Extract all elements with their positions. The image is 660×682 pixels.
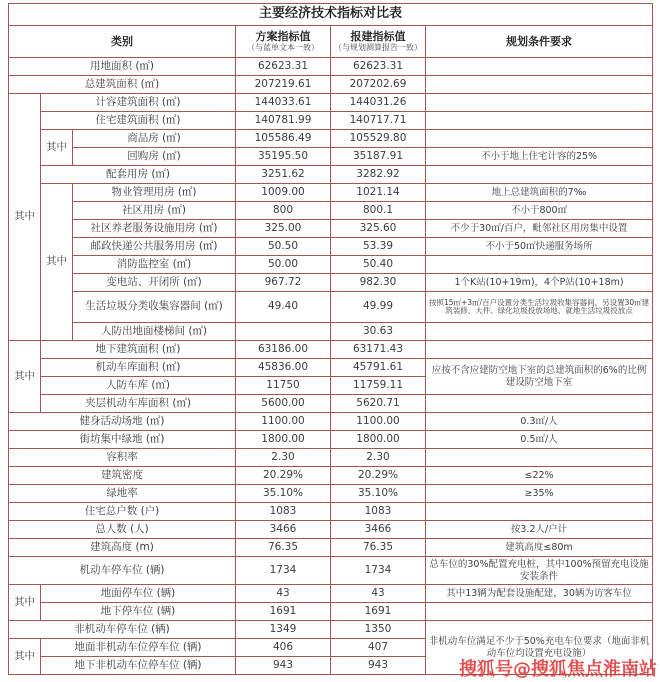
table-row (9, 341, 653, 359)
requirement-value (426, 58, 653, 76)
row-label: 生活垃圾分类收集容器间 (㎡) (73, 292, 236, 323)
scheme-value: 105586.49 (236, 130, 331, 148)
scheme-value: 45836.00 (236, 359, 331, 377)
requirement-value: 1个K站(10+19m)，4个P站(10+18m) (426, 274, 653, 292)
requirement-value: 其中13辆为配套设施配建，30辆为访客车位 (426, 585, 653, 603)
requirement-value (426, 341, 653, 359)
scheme-value: 20.29% (236, 467, 331, 485)
table-row (9, 274, 653, 292)
submitted-value: 1800.00 (331, 431, 426, 449)
submitted-value: 140717.71 (331, 112, 426, 130)
scheme-value: 3251.62 (236, 166, 331, 184)
requirement-value (426, 130, 653, 148)
table-row (9, 238, 653, 256)
submitted-value: 3282.92 (331, 166, 426, 184)
scheme-value: 62623.31 (236, 58, 331, 76)
scheme-value: 5600.00 (236, 395, 331, 413)
table-row (9, 148, 653, 166)
requirement-value: 0.3㎡/人 (426, 413, 653, 431)
submitted-value: 43 (331, 585, 426, 603)
row-label: 建筑高度 (m) (9, 539, 236, 557)
row-label: 总建筑面积 (㎡) (9, 76, 236, 94)
table-row (9, 449, 653, 467)
table-row (9, 220, 653, 238)
row-label: 夹层机动车库面积 (㎡) (41, 395, 236, 413)
submitted-value: 1691 (331, 603, 426, 621)
row-label: 回购房 (㎡) (73, 148, 236, 166)
requirement-value (426, 112, 653, 130)
scheme-value: 76.35 (236, 539, 331, 557)
table-row (9, 503, 653, 521)
requirement-value: 不小于地上住宅计容的25% (426, 148, 653, 166)
scheme-header-label: 方案指标值 (255, 30, 311, 44)
table-row (9, 621, 653, 639)
submitted-value: 62623.31 (331, 58, 426, 76)
submitted-value: 11759.11 (331, 377, 426, 395)
col-header-submitted (331, 26, 426, 58)
submitted-value: 35.10% (331, 485, 426, 503)
submitted-value: 5620.71 (331, 395, 426, 413)
merged-label-qizhong: 其中 (9, 585, 41, 621)
row-label: 地下停车位 (辆) (41, 603, 236, 621)
row-label: 街坊集中绿地 (㎡) (9, 431, 236, 449)
row-label: 物业管理用房 (㎡) (73, 184, 236, 202)
submitted-value: 800.1 (331, 202, 426, 220)
submitted-value: 105529.80 (331, 130, 426, 148)
scheme-value: 943 (236, 657, 331, 675)
submitted-header-note: （与规划测算报告一致） (334, 42, 422, 52)
table-title: 主要经济技术指标对比表 (9, 4, 653, 26)
scheme-value: 50.00 (236, 256, 331, 274)
submitted-value: 144031.26 (331, 94, 426, 112)
submitted-value: 50.40 (331, 256, 426, 274)
submitted-value: 53.39 (331, 238, 426, 256)
row-label: 消防监控室 (㎡) (73, 256, 236, 274)
row-label: 健身活动场地 (㎡) (9, 413, 236, 431)
row-label: 地下建筑面积 (㎡) (41, 341, 236, 359)
requirement-value (426, 76, 653, 94)
requirement-value: 非机动车位满足不少于50%充电车位要求（地面非机动车位均设置充电设施） (426, 621, 653, 675)
submitted-value: 207202.69 (331, 76, 426, 94)
submitted-value: 1350 (331, 621, 426, 639)
scheme-value: 967.72 (236, 274, 331, 292)
row-label: 容积率 (9, 449, 236, 467)
row-label: 非机动车停车位 (辆) (9, 621, 236, 639)
submitted-value: 1083 (331, 503, 426, 521)
row-label: 住宅建筑面积 (㎡) (41, 112, 236, 130)
requirement-value: 不少于30㎡/百户，毗邻社区用房集中设置 (426, 220, 653, 238)
table-row (9, 603, 653, 621)
requirement-value (426, 256, 653, 274)
merged-label-qizhong: 其中 (9, 341, 41, 413)
requirement-value: 地上总建筑面积的7‰ (426, 184, 653, 202)
requirement-value: 总车位的30%配置充电桩，其中100%预留充电设施安装条件 (426, 557, 653, 585)
row-label: 邮政快递公共服务用房 (㎡) (73, 238, 236, 256)
scheme-value: 140781.99 (236, 112, 331, 130)
requirement-value (426, 94, 653, 112)
table-row (9, 256, 653, 274)
table-row (9, 58, 653, 76)
table-row (9, 431, 653, 449)
table-row (9, 130, 653, 148)
scheme-value: 49.40 (236, 292, 331, 323)
scheme-header-note: （与蓝单文本一致） (247, 42, 319, 52)
table-row (9, 539, 653, 557)
table-row (9, 467, 653, 485)
submitted-value: 407 (331, 639, 426, 657)
merged-label-qizhong: 其中 (9, 639, 41, 675)
table-row (9, 323, 653, 341)
table-header-row (9, 26, 653, 58)
requirement-value (426, 503, 653, 521)
row-label: 变电站、开闭所 (㎡) (73, 274, 236, 292)
submitted-value: 3466 (331, 521, 426, 539)
scheme-value: 1800.00 (236, 431, 331, 449)
requirement-value: 按3.2人/户计 (426, 521, 653, 539)
scheme-value: 207219.61 (236, 76, 331, 94)
table-row (9, 292, 653, 323)
row-label: 计容建筑面积 (㎡) (41, 94, 236, 112)
indicator-comparison-table (8, 3, 653, 675)
requirement-value: 不小于50㎡快递服务场所 (426, 238, 653, 256)
submitted-value: 1021.14 (331, 184, 426, 202)
scheme-value: 35195.50 (236, 148, 331, 166)
table-row (9, 76, 653, 94)
submitted-value: 943 (331, 657, 426, 675)
requirement-value (426, 449, 653, 467)
requirement-value (426, 603, 653, 621)
table-row (9, 413, 653, 431)
submitted-value: 35187.91 (331, 148, 426, 166)
scheme-value: 1100.00 (236, 413, 331, 431)
scheme-value: 800 (236, 202, 331, 220)
scheme-value: 11750 (236, 377, 331, 395)
row-label: 用地面积 (㎡) (9, 58, 236, 76)
scheme-value: 3466 (236, 521, 331, 539)
scheme-value: 406 (236, 639, 331, 657)
row-label: 商品房 (㎡) (73, 130, 236, 148)
requirement-value: 0.5㎡/人 (426, 431, 653, 449)
requirement-value: ≤22% (426, 467, 653, 485)
sohu-watermark: 搜狐号@搜狐焦点淮南站 (459, 659, 657, 680)
scheme-value: 63186.00 (236, 341, 331, 359)
submitted-value: 63171.43 (331, 341, 426, 359)
row-label: 建筑密度 (9, 467, 236, 485)
scheme-value: 1009.00 (236, 184, 331, 202)
table-row (9, 395, 653, 413)
requirement-value: ≥35% (426, 485, 653, 503)
submitted-value: 2.30 (331, 449, 426, 467)
submitted-value: 45791.61 (331, 359, 426, 377)
table-title-row (9, 4, 653, 26)
table-row (9, 485, 653, 503)
scheme-value (236, 323, 331, 341)
row-label: 人防出地面楼梯间 (㎡) (73, 323, 236, 341)
submitted-value: 30.63 (331, 323, 426, 341)
row-label: 总人数 (人) (9, 521, 236, 539)
requirement-value: 应按不含应建防空地下室的总建筑面积的6%的比例建设防空地下室 (426, 359, 653, 395)
merged-label-qizhong: 其中 (41, 184, 73, 341)
row-label: 绿地率 (9, 485, 236, 503)
requirement-value (426, 395, 653, 413)
row-label: 地下非机动车位停车位 (辆) (41, 657, 236, 675)
row-label: 机动车停车位 (辆) (9, 557, 236, 585)
table-row (9, 359, 653, 377)
submitted-value: 49.99 (331, 292, 426, 323)
merged-label-qizhong: 其中 (41, 130, 73, 166)
merged-label-qizhong: 其中 (9, 94, 41, 341)
row-label: 住宅总户数 (户) (9, 503, 236, 521)
requirement-value: 建筑高度≤80m (426, 539, 653, 557)
scheme-value: 43 (236, 585, 331, 603)
requirement-value (426, 323, 653, 341)
requirement-value: 按照15㎡+3㎡/百户设置分类生活垃圾收集容器间，另设置30㎡建筑装修、大件、绿化垃圾投放场地、就地生活垃圾投放点 (426, 292, 653, 323)
scheme-value: 1734 (236, 557, 331, 585)
row-label: 地面停车位 (辆) (41, 585, 236, 603)
row-label: 人防车库 (㎡) (41, 377, 236, 395)
submitted-value: 76.35 (331, 539, 426, 557)
requirement-value (426, 166, 653, 184)
submitted-value: 982.30 (331, 274, 426, 292)
requirement-value: 不小于800㎡ (426, 202, 653, 220)
table-row (9, 202, 653, 220)
submitted-value: 1734 (331, 557, 426, 585)
col-header-scheme (236, 26, 331, 58)
table-row (9, 166, 653, 184)
table-row (9, 585, 653, 603)
scheme-value: 50.50 (236, 238, 331, 256)
table-row (9, 94, 653, 112)
table-row (9, 112, 653, 130)
row-label: 社区用房 (㎡) (73, 202, 236, 220)
submitted-value: 1100.00 (331, 413, 426, 431)
col-header-category: 类别 (9, 26, 236, 58)
scheme-value: 1083 (236, 503, 331, 521)
scheme-value: 144033.61 (236, 94, 331, 112)
scheme-value: 325.00 (236, 220, 331, 238)
submitted-header-label: 报建指标值 (350, 30, 406, 44)
row-label: 配套用房 (㎡) (41, 166, 236, 184)
submitted-value: 325.60 (331, 220, 426, 238)
scheme-value: 1349 (236, 621, 331, 639)
table-row (9, 184, 653, 202)
row-label: 地面非机动车位停车位 (辆) (41, 639, 236, 657)
submitted-value: 20.29% (331, 467, 426, 485)
scheme-value: 1691 (236, 603, 331, 621)
scheme-value: 2.30 (236, 449, 331, 467)
col-header-requirement: 规划条件要求 (426, 26, 653, 58)
table-row (9, 521, 653, 539)
row-label: 机动车库面积 (㎡) (41, 359, 236, 377)
scheme-value: 35.10% (236, 485, 331, 503)
table-row (9, 557, 653, 585)
row-label: 社区养老服务设施用房 (㎡) (73, 220, 236, 238)
